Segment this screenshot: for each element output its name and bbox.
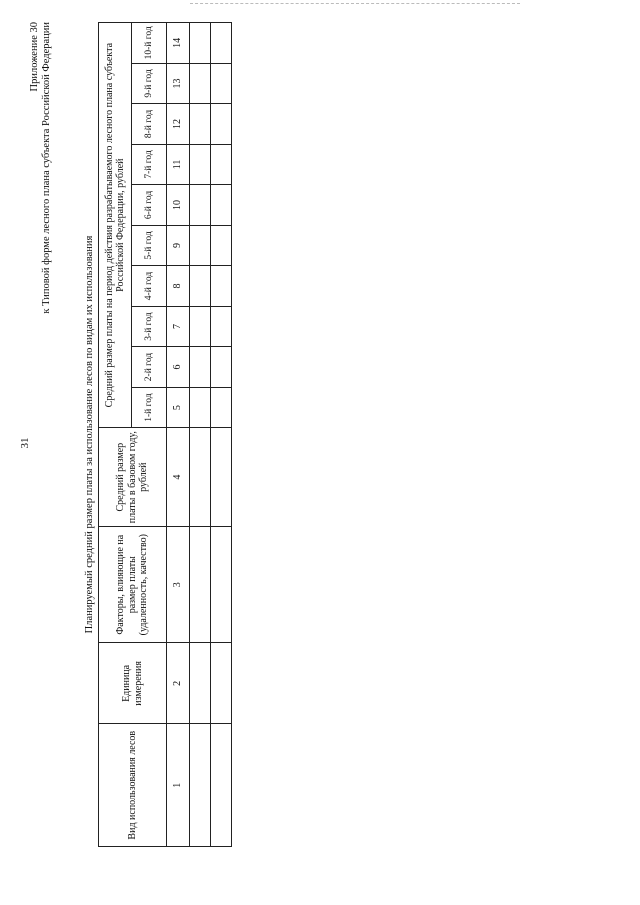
table-cell bbox=[190, 527, 211, 643]
header-year: 6-й год bbox=[132, 185, 167, 226]
column-number: 9 bbox=[167, 225, 190, 266]
table-cell bbox=[190, 643, 211, 724]
table-cell bbox=[211, 428, 232, 527]
fee-table bbox=[98, 22, 232, 847]
rotated-page-content bbox=[29, 0, 235, 847]
header-factors: Факторы, влияющие на размер платы (удаленность, качество) bbox=[99, 527, 167, 643]
header-year: 10-й год bbox=[132, 23, 167, 64]
header-unit: Единица измерения bbox=[99, 643, 167, 724]
column-number: 7 bbox=[167, 306, 190, 347]
table-cell bbox=[211, 724, 232, 847]
column-number: 4 bbox=[167, 428, 190, 527]
table-title: Планируемый средний размер платы за использование лесов по видам их использования bbox=[84, 235, 95, 634]
table-cell bbox=[190, 306, 211, 347]
table-cell bbox=[211, 185, 232, 226]
table-cell bbox=[190, 266, 211, 307]
header-plan-period-fee: Средний размер платы на период действия разрабатываемого лесного плана субъекта Российской Федерации, рублей bbox=[99, 23, 132, 428]
table-cell bbox=[211, 266, 232, 307]
page-number: 31 bbox=[19, 437, 31, 449]
table-cell bbox=[190, 387, 211, 428]
table-cell bbox=[211, 63, 232, 104]
table-cell bbox=[211, 643, 232, 724]
table-cell bbox=[211, 225, 232, 266]
appendix-number: Приложение 30 bbox=[29, 22, 40, 92]
table-row bbox=[211, 23, 232, 847]
table-row bbox=[190, 23, 211, 847]
column-number: 14 bbox=[167, 23, 190, 64]
column-number: 1 bbox=[167, 724, 190, 847]
scan-top-rule bbox=[190, 3, 520, 4]
header-forest-use-type: Вид использования лесов bbox=[99, 724, 167, 847]
column-number: 11 bbox=[167, 144, 190, 185]
column-number: 3 bbox=[167, 527, 190, 643]
header-year: 7-й год bbox=[132, 144, 167, 185]
table-cell bbox=[211, 527, 232, 643]
table-cell bbox=[190, 225, 211, 266]
table-cell bbox=[211, 306, 232, 347]
column-number: 12 bbox=[167, 104, 190, 145]
column-number-row bbox=[167, 23, 190, 847]
table-cell bbox=[190, 23, 211, 64]
header-year: 1-й год bbox=[132, 387, 167, 428]
table-cell bbox=[190, 185, 211, 226]
column-number: 2 bbox=[167, 643, 190, 724]
table-cell bbox=[211, 23, 232, 64]
header-year: 8-й год bbox=[132, 104, 167, 145]
table-cell bbox=[190, 724, 211, 847]
header-year: 2-й год bbox=[132, 347, 167, 388]
header-base-year-fee: Средний размер платы в базовом году, рублей bbox=[99, 428, 167, 527]
header-year: 5-й год bbox=[132, 225, 167, 266]
header-year: 3-й год bbox=[132, 306, 167, 347]
column-number: 5 bbox=[167, 387, 190, 428]
appendix-reference: к Типовой форме лесного плана субъекта Российской Федерации bbox=[41, 22, 52, 314]
column-number: 8 bbox=[167, 266, 190, 307]
table-cell bbox=[190, 104, 211, 145]
table-cell bbox=[211, 347, 232, 388]
table-cell bbox=[190, 144, 211, 185]
header-row-top bbox=[99, 23, 132, 847]
header-year: 9-й год bbox=[132, 63, 167, 104]
table-cell bbox=[190, 63, 211, 104]
table-cell bbox=[211, 144, 232, 185]
column-number: 10 bbox=[167, 185, 190, 226]
header-year: 4-й год bbox=[132, 266, 167, 307]
table-cell bbox=[190, 347, 211, 388]
table-cell bbox=[190, 428, 211, 527]
column-number: 6 bbox=[167, 347, 190, 388]
column-number: 13 bbox=[167, 63, 190, 104]
table-cell bbox=[211, 387, 232, 428]
table-cell bbox=[211, 104, 232, 145]
